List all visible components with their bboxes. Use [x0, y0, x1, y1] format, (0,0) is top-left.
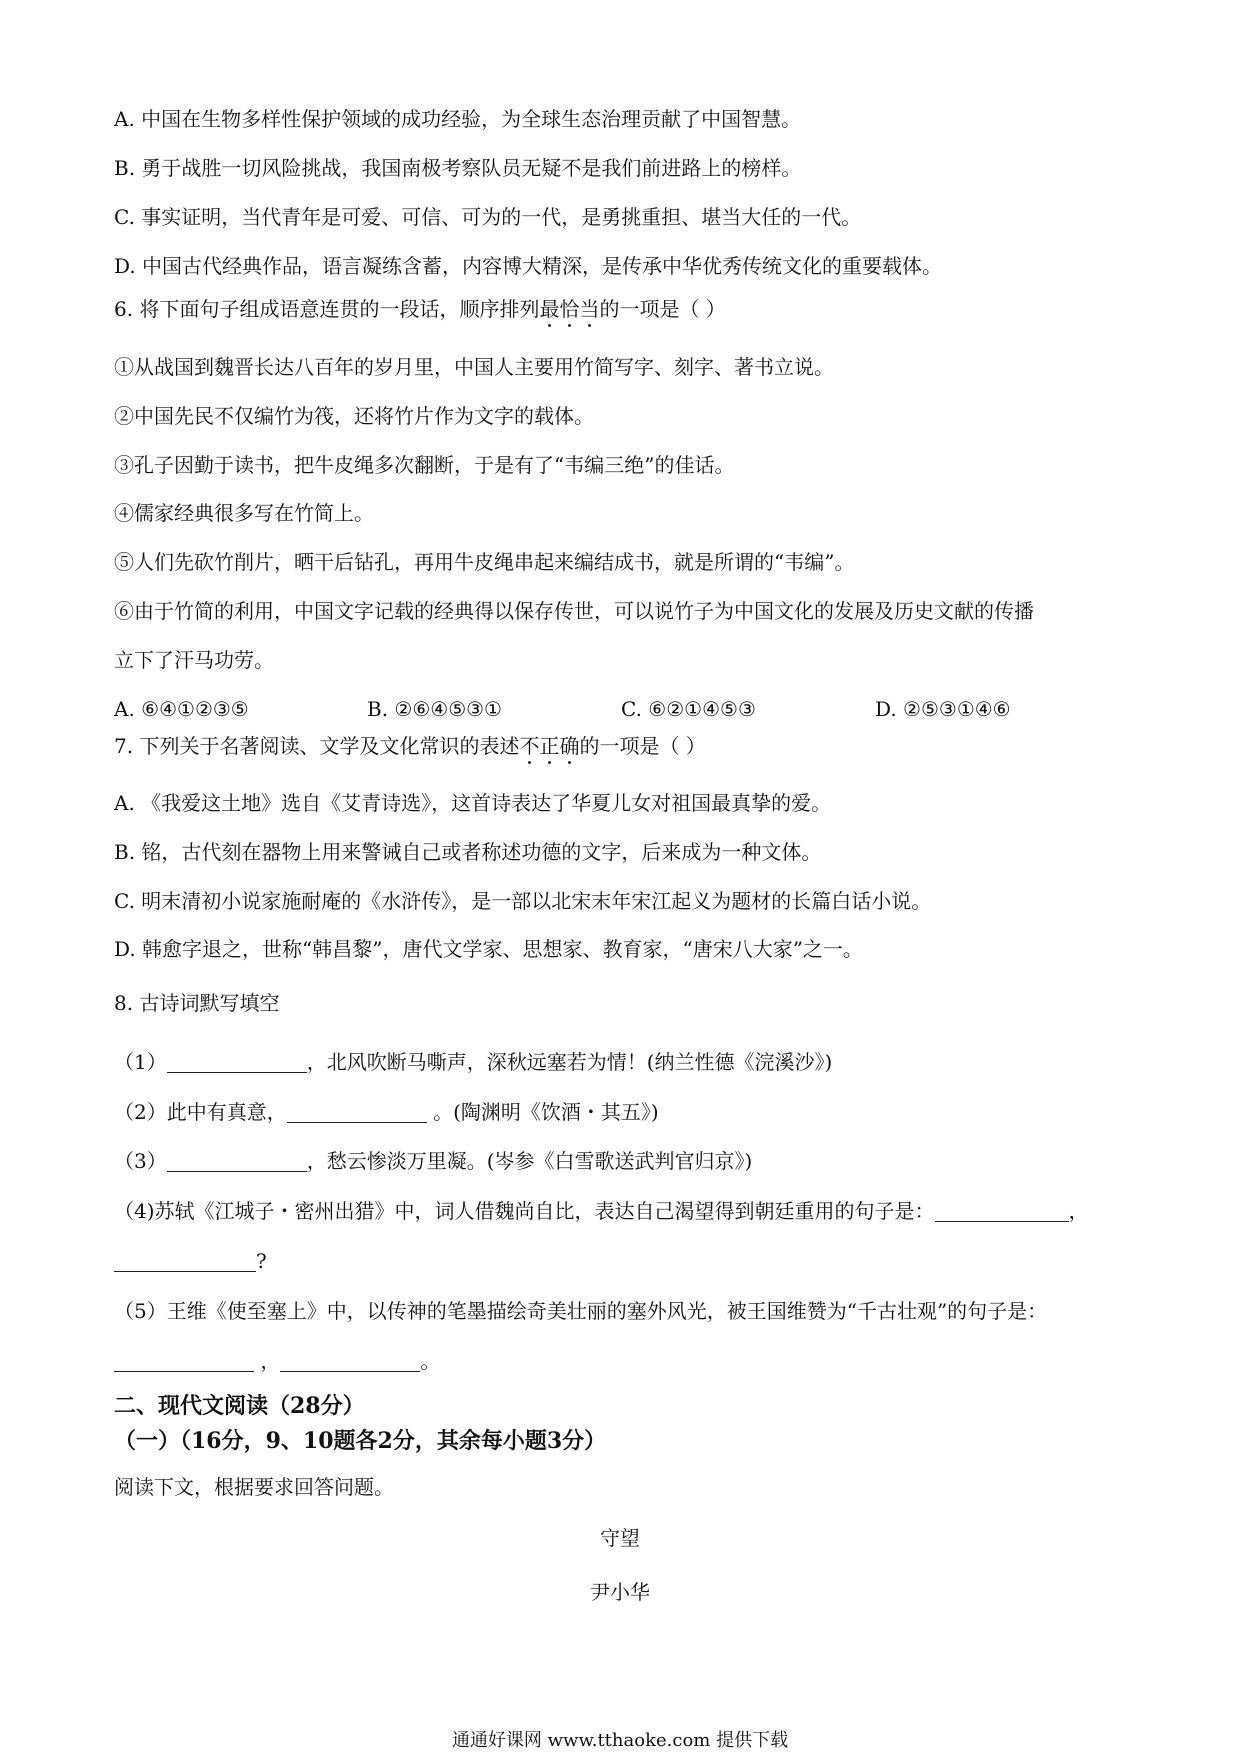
q5-option-a: A. 中国在生物多样性保护领域的成功经验，为全球生态治理贡献了中国智慧。 [114, 107, 802, 131]
q5-option-b: B. 勇于战胜一切风险挑战，我国南极考察队员无疑不是我们前进路上的榜样。 [114, 156, 802, 180]
article-author: 尹小华 [590, 1580, 650, 1604]
answer-blank[interactable] [114, 1251, 256, 1272]
q6-sentence-3: ③孔子因勤于读书，把牛皮绳多次翻断，于是有了“韦编三绝”的佳话。 [114, 453, 735, 477]
q6-sentence-1: ①从战国到魏晋长达八百年的岁月里，中国人主要用竹简写字、刻字、著书立说。 [114, 355, 834, 379]
q8-item-4-continued [114, 1248, 1140, 1274]
q7-option-d: D. 韩愈字退之，世称“韩昌黎”，唐代文学家、思想家、教育家，“唐宋八大家”之一。 [114, 937, 863, 961]
q8-item-5-end: 。 [420, 1349, 441, 1373]
section-heading: 二、现代文阅读（28分） [114, 1393, 365, 1419]
q6-emphasis-text: 最恰当 [539, 297, 600, 321]
q6-option-b: B. ②⑥④⑤③① [367, 697, 502, 721]
q8-item-2-text: 。(陶渊明《饮酒・其五》) [426, 1100, 659, 1124]
answer-blank[interactable] [167, 1052, 307, 1073]
q8-item-4-text: （4)苏轼《江城子・密州出猎》中，词人借魏尚自比，表达自己渴望得到朝廷重用的句子是： [114, 1199, 935, 1223]
q6-stem [114, 296, 1140, 322]
q8-item-4-end: ? [256, 1249, 267, 1273]
page-footer: 通通好课网 www.tthaoke.com 提供下载 [451, 1730, 789, 1751]
q5-option-c: C. 事实证明，当代青年是可爱、可信、可为的一代，是勇挑重担、堪当大任的一代。 [114, 205, 862, 229]
q6-options [114, 696, 1134, 722]
q6-option-d: D. ②⑤③①④⑥ [875, 697, 1011, 721]
reading-instruction: 阅读下文，根据要求回答问题。 [114, 1475, 394, 1499]
q6-stem-before: 6. 将下面句子组成语意连贯的一段话，顺序排列 [114, 297, 540, 321]
q6-option-a: A. ⑥④①②③⑤ [114, 697, 249, 721]
q8-item-4 [114, 1198, 1180, 1224]
q8-item-1-text: ，北风吹断马嘶声，深秋远塞若为情！(纳兰性德《浣溪沙》) [306, 1050, 833, 1074]
answer-blank[interactable] [287, 1102, 427, 1123]
q8-item-2 [114, 1099, 1140, 1125]
q8-item-5-comma: ， [254, 1349, 281, 1373]
q6-emphasis [539, 296, 599, 322]
emphasis-dots [539, 324, 599, 330]
q7-emphasis-text: 不正确 [519, 734, 580, 758]
q7-stem [114, 733, 1140, 759]
q8-item-3-text: ，愁云惨淡万里凝。(岑参《白雪歌送武判官归京》) [306, 1149, 753, 1173]
q6-sentence-2: ②中国先民不仅编竹为筏，还将竹片作为文字的载体。 [114, 404, 594, 428]
answer-blank[interactable] [114, 1351, 254, 1372]
q8-item-5-continued [114, 1348, 1140, 1374]
emphasis-dots [519, 761, 579, 767]
answer-blank[interactable] [935, 1201, 1069, 1222]
q8-item-3 [114, 1148, 1140, 1174]
q6-sentence-5: ⑤人们先砍竹削片，晒干后钻孔，再用牛皮绳串起来编结成书，就是所谓的“韦编”。 [114, 550, 855, 574]
q7-option-c: C. 明末清初小说家施耐庵的《水浒传》，是一部以北宋末年宋江起义为题材的长篇白话小说。 [114, 889, 932, 913]
q6-sentence-4: ④儒家经典很多写在竹简上。 [114, 501, 374, 525]
q7-stem-after: 的一项是（ ） [579, 734, 706, 758]
q6-option-c: C. ⑥②①④⑤③ [621, 697, 756, 721]
q7-option-b: B. 铭，古代刻在器物上用来警诫自己或者称述功德的文字，后来成为一种文体。 [114, 840, 822, 864]
q7-emphasis [519, 733, 579, 759]
q8-item-5: （5）王维《使至塞上》中，以传神的笔墨描绘奇美壮丽的塞外风光，被王国维赞为“千古壮观”的句子是： [114, 1299, 1048, 1323]
q5-option-d: D. 中国古代经典作品，语言凝练含蓄，内容博大精深，是传承中华优秀传统文化的重要载体。 [114, 254, 943, 278]
answer-blank[interactable] [167, 1151, 307, 1172]
q6-sentence-6-line2: 立下了汗马功劳。 [114, 648, 274, 672]
q6-stem-after: 的一项是（ ） [599, 297, 726, 321]
article-title: 守望 [600, 1526, 640, 1550]
q8-item-1-prefix: （1） [114, 1050, 167, 1074]
q8-item-2-prefix: （2）此中有真意， [114, 1100, 287, 1124]
q8-item-1 [114, 1049, 1140, 1075]
q8-item-3-prefix: （3） [114, 1149, 167, 1173]
q8-title: 8. 古诗词默写填空 [114, 991, 280, 1015]
q8-item-4-comma: ， [1068, 1199, 1089, 1223]
q7-option-a: A. 《我爱这土地》选自《艾青诗选》，这首诗表达了华夏儿女对祖国最真挚的爱。 [114, 791, 832, 815]
q7-stem-before: 7. 下列关于名著阅读、文学及文化常识的表述 [114, 734, 520, 758]
q6-sentence-6-line1: ⑥由于竹简的利用，中国文字记载的经典得以保存传世，可以说竹子为中国文化的发展及历史文献的传播 [114, 599, 1034, 623]
subsection-heading: （一）（16分，9、10题各2分，其余每小题3分） [114, 1428, 607, 1454]
answer-blank[interactable] [280, 1351, 420, 1372]
